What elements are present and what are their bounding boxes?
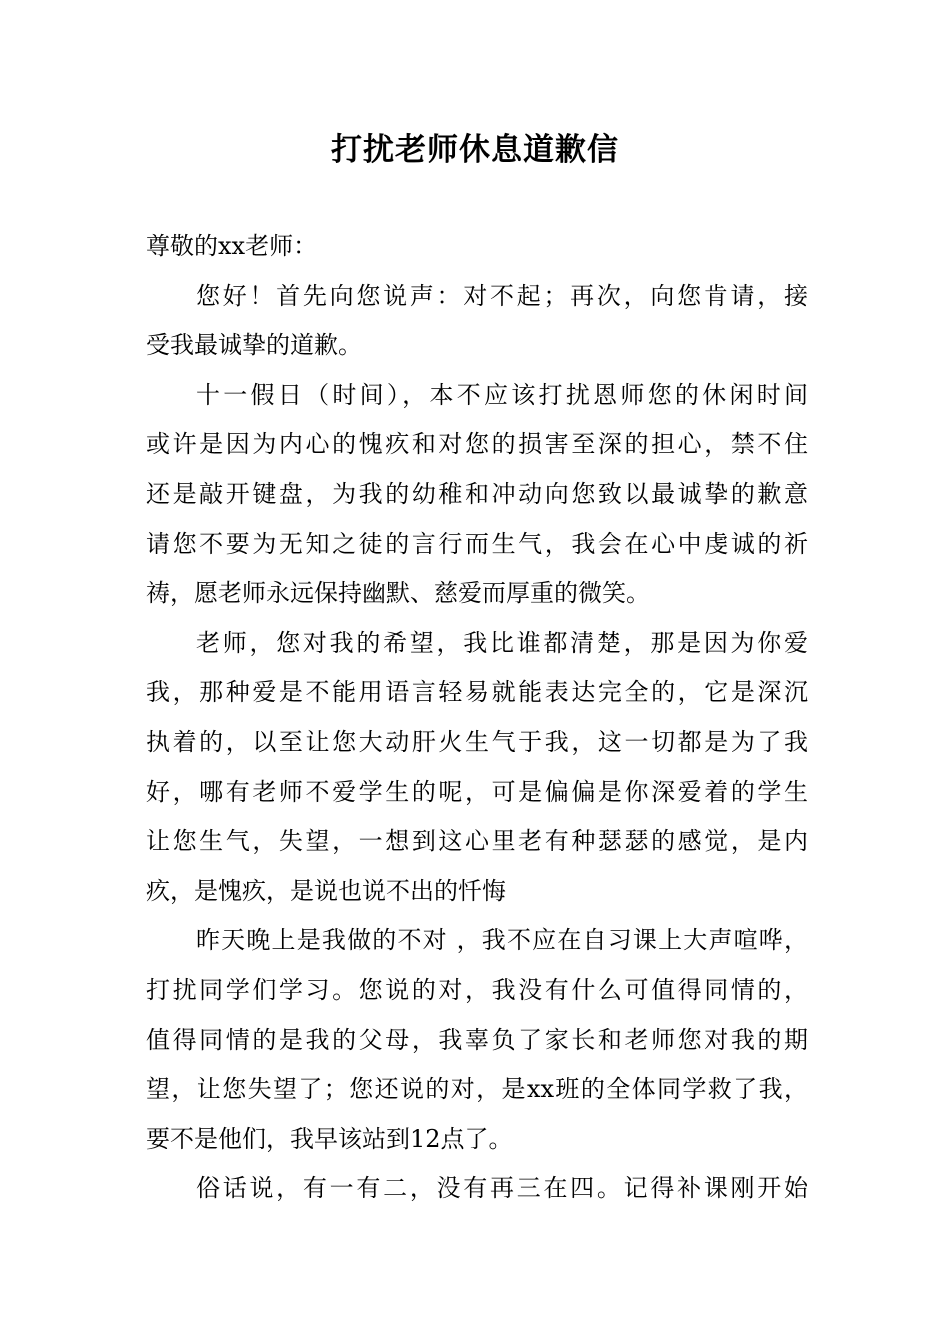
paragraph-2-line-4: 请您不要为无知之徒的言行而生气，我会在心中虔诚的祈: [146, 529, 808, 558]
paragraph-5-line-1: 俗话说，有一有二，没有再三在四。记得补课刚开始: [196, 1174, 808, 1203]
paragraph-3-line-5: 让您生气，失望，一想到这心里老有种瑟瑟的感觉，是内: [146, 827, 808, 856]
paragraph-1-line-2: 受我最诚挚的道歉。: [146, 331, 362, 360]
paragraph-4-line-2: 打扰同学们学习。您说的对，我没有什么可值得同情的，: [146, 975, 808, 1004]
paragraph-1-line-1: 您好！首先向您说声：对不起；再次，向您肯请，接: [196, 281, 808, 310]
paragraph-2-line-5: 祷，愿老师永远保持幽默、慈爱而厚重的微笑。: [146, 579, 650, 608]
paragraph-3-line-1: 老师，您对我的希望，我比谁都清楚，那是因为你爱: [196, 628, 808, 657]
paragraph-3-line-2: 我，那种爱是不能用语言轻易就能表达完全的，它是深沉: [146, 678, 808, 707]
salutation: 尊敬的xx老师：: [146, 232, 318, 260]
paragraph-2-line-2: 或许是因为内心的愧疚和对您的损害至深的担心，禁不住: [146, 430, 808, 459]
paragraph-2-line-3: 还是敲开键盘，为我的幼稚和冲动向您致以最诚挚的歉意: [146, 479, 808, 508]
paragraph-3-line-4: 好，哪有老师不爱学生的呢，可是偏偏是你深爱着的学生: [146, 777, 808, 806]
paragraph-3-line-6: 疚，是愧疚，是说也说不出的忏悔: [146, 876, 506, 905]
letter-body: [146, 222, 808, 1214]
paragraph-4-line-5: 要不是他们，我早该站到12点了。: [146, 1124, 513, 1153]
paragraph-4-line-3: 值得同情的是我的父母，我辜负了家长和老师您对我的期: [146, 1025, 808, 1054]
paragraph-4-line-4: 望，让您失望了；您还说的对，是xx班的全体同学救了我，: [146, 1075, 808, 1104]
paragraph-3-line-3: 执着的，以至让您大动肝火生气于我，这一切都是为了我: [146, 727, 808, 756]
paragraph-4-line-1: 昨天晚上是我做的不对 ，我不应在自习课上大声喧哗，: [196, 926, 808, 955]
document-title: 打扰老师休息道歉信: [331, 132, 619, 168]
paragraph-2-line-1: 十一假日（时间），本不应该打扰恩师您的休闲时间: [196, 380, 808, 409]
